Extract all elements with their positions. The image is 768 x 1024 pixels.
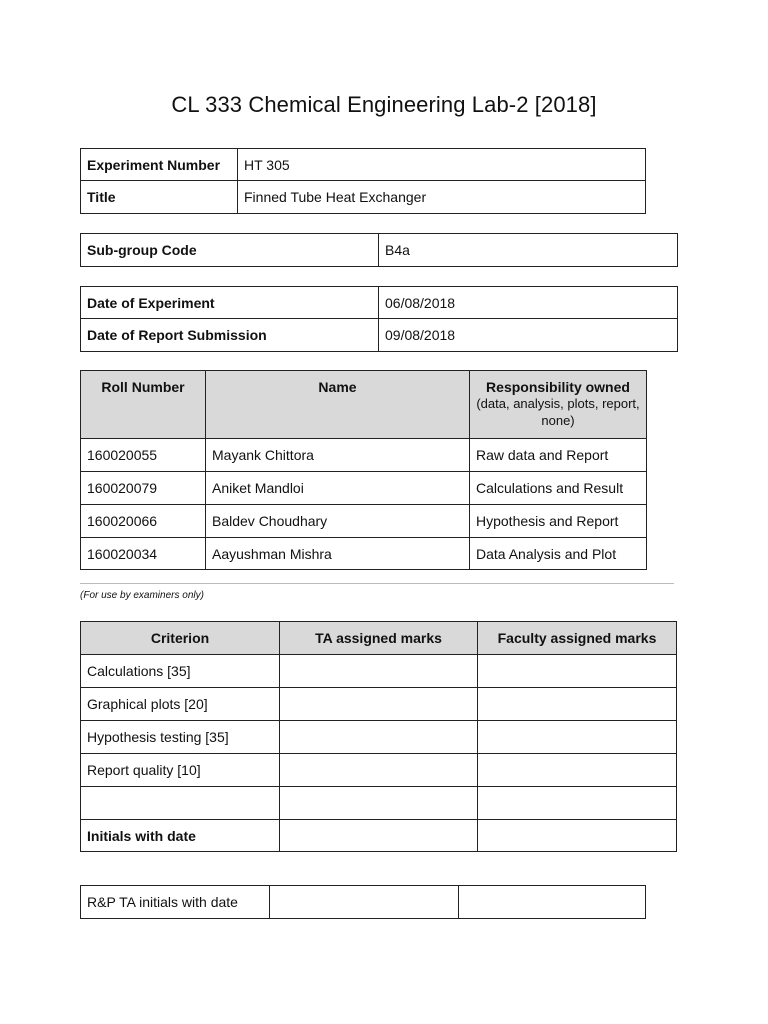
- examiner-note: (For use by examiners only): [80, 590, 204, 601]
- roll-number-cell: 160020055: [81, 439, 206, 472]
- table-row: [81, 820, 677, 852]
- rp-ta-cell: [270, 886, 459, 919]
- rp-ta-table: [80, 885, 646, 919]
- table-row: [81, 439, 647, 472]
- responsibility-header-note: (data, analysis, plots, report, none): [476, 396, 640, 428]
- subgroup-value: B4a: [379, 234, 678, 267]
- name-cell: Baldev Choudhary: [206, 505, 470, 538]
- criterion-header: Criterion: [81, 622, 280, 655]
- name-cell: Aayushman Mishra: [206, 538, 470, 570]
- ta-marks-cell: [280, 655, 478, 688]
- ta-marks-header: TA assigned marks: [280, 622, 478, 655]
- table-row: [81, 721, 677, 754]
- table-row: [81, 655, 677, 688]
- table-row: [81, 754, 677, 787]
- table-row: [81, 787, 677, 820]
- page-title: CL 333 Chemical Engineering Lab-2 [2018]: [171, 92, 597, 117]
- experiment-table: [80, 148, 646, 214]
- date-of-submission-label: Date of Report Submission: [81, 319, 379, 352]
- date-of-experiment-value: 06/08/2018: [379, 287, 678, 319]
- table-row: [81, 688, 677, 721]
- members-table: [80, 370, 647, 570]
- name-cell: Mayank Chittora: [206, 439, 470, 472]
- faculty-marks-cell: [478, 754, 677, 787]
- table-row: [81, 505, 647, 538]
- roll-number-cell: 160020034: [81, 538, 206, 570]
- faculty-marks-cell: [478, 787, 677, 820]
- roll-number-cell: 160020066: [81, 505, 206, 538]
- faculty-marks-header: Faculty assigned marks: [478, 622, 677, 655]
- dates-table: [80, 286, 678, 352]
- ta-marks-cell: [280, 820, 478, 852]
- roll-number-cell: 160020079: [81, 472, 206, 505]
- faculty-marks-cell: [478, 721, 677, 754]
- responsibility-cell: Hypothesis and Report: [470, 505, 647, 538]
- subgroup-table: [80, 233, 678, 267]
- experiment-number-label: Experiment Number: [81, 149, 238, 181]
- experiment-title-label: Title: [81, 181, 238, 214]
- ta-marks-cell: [280, 787, 478, 820]
- ta-marks-cell: [280, 721, 478, 754]
- marks-table: [80, 621, 677, 852]
- responsibility-cell: Data Analysis and Plot: [470, 538, 647, 570]
- divider: [80, 583, 674, 584]
- responsibility-header: [470, 371, 647, 439]
- criterion-cell: Calculations [35]: [81, 655, 280, 688]
- initials-label: Initials with date: [81, 820, 280, 852]
- rp-ta-label: R&P TA initials with date: [81, 886, 270, 919]
- rp-ta-cell: [459, 886, 646, 919]
- criterion-cell: [81, 787, 280, 820]
- responsibility-cell: Calculations and Result: [470, 472, 647, 505]
- faculty-marks-cell: [478, 688, 677, 721]
- experiment-number-value: HT 305: [238, 149, 646, 181]
- name-header: Name: [206, 371, 470, 439]
- faculty-marks-cell: [478, 820, 677, 852]
- roll-number-header: Roll Number: [81, 371, 206, 439]
- criterion-cell: Graphical plots [20]: [81, 688, 280, 721]
- ta-marks-cell: [280, 754, 478, 787]
- ta-marks-cell: [280, 688, 478, 721]
- subgroup-label: Sub-group Code: [81, 234, 379, 267]
- faculty-marks-cell: [478, 655, 677, 688]
- date-of-submission-value: 09/08/2018: [379, 319, 678, 352]
- name-cell: Aniket Mandloi: [206, 472, 470, 505]
- criterion-cell: Report quality [10]: [81, 754, 280, 787]
- responsibility-header-title: Responsibility owned: [486, 379, 630, 395]
- responsibility-cell: Raw data and Report: [470, 439, 647, 472]
- criterion-cell: Hypothesis testing [35]: [81, 721, 280, 754]
- table-row: [81, 538, 647, 570]
- date-of-experiment-label: Date of Experiment: [81, 287, 379, 319]
- table-row: [81, 472, 647, 505]
- experiment-title-value: Finned Tube Heat Exchanger: [238, 181, 646, 214]
